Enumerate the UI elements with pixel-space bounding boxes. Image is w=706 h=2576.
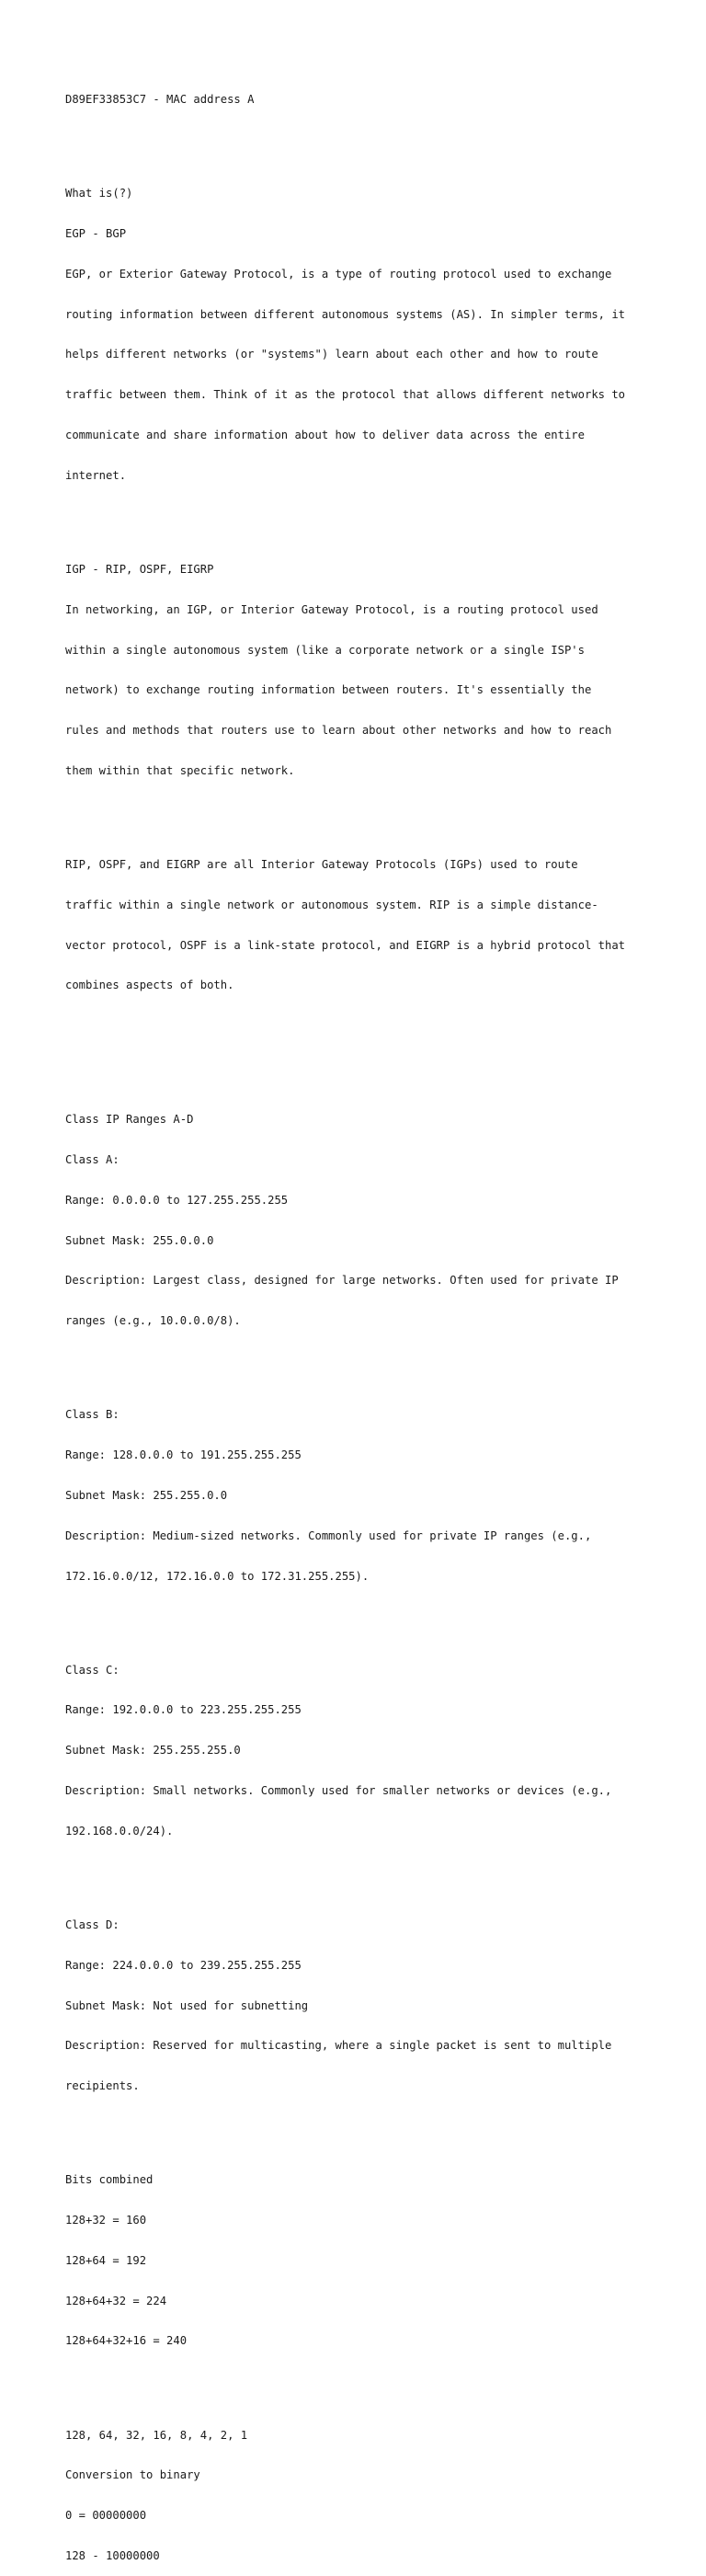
class-a-line: Subnet Mask: 255.0.0.0 bbox=[65, 1233, 214, 1247]
spacer bbox=[65, 509, 672, 523]
class-d-line: recipients. bbox=[65, 2079, 140, 2093]
igp-heading: IGP - RIP, OSPF, EIGRP bbox=[65, 562, 214, 576]
egp-heading: EGP - BGP bbox=[65, 227, 127, 241]
spacer bbox=[65, 1609, 672, 1623]
igp-text-line: RIP, OSPF, and EIGRP are all Interior Gateway Protocols (IGPs) used to route bbox=[65, 858, 578, 872]
igp-text-line: network) to exchange routing information between routers. It's essentially the bbox=[65, 683, 592, 697]
igp-text-line: In networking, an IGP, or Interior Gateway Protocol, is a routing protocol used bbox=[65, 602, 598, 616]
spacer bbox=[65, 1865, 672, 1879]
document-page bbox=[65, 66, 672, 2576]
class-d-line: Range: 224.0.0.0 to 239.255.255.255 bbox=[65, 1958, 302, 1972]
class-d-line: Class D: bbox=[65, 1918, 120, 1931]
class-c-line: Range: 192.0.0.0 to 223.255.255.255 bbox=[65, 1703, 302, 1717]
binary-line: 128 - 10000000 bbox=[65, 2548, 160, 2562]
class-a-line: Description: Largest class, designed for large networks. Often used for private IP bbox=[65, 1274, 619, 1288]
class-b-line: Class B: bbox=[65, 1408, 120, 1422]
igp-text-line: them within that specific network. bbox=[65, 763, 295, 777]
class-a-line: Class A: bbox=[65, 1153, 120, 1167]
egp-text-line: helps different networks (or "systems") learn about each other and how to route bbox=[65, 348, 598, 361]
class-b-line: 172.16.0.0/12, 172.16.0.0 to 172.31.255.255). bbox=[65, 1569, 370, 1583]
egp-text-line: routing information between different autonomous systems (AS). In simpler terms, it bbox=[65, 307, 626, 321]
class-d-line: Subnet Mask: Not used for subnetting bbox=[65, 1998, 309, 2012]
class-b-line: Range: 128.0.0.0 to 191.255.255.255 bbox=[65, 1448, 302, 1462]
spacer bbox=[65, 2120, 672, 2134]
spacer bbox=[65, 1059, 672, 1073]
spacer bbox=[65, 133, 672, 147]
class-b-line: Description: Medium-sized networks. Commonly used for private IP ranges (e.g., bbox=[65, 1528, 592, 1542]
class-c-line: Description: Small networks. Commonly used for smaller networks or devices (e.g., bbox=[65, 1784, 612, 1797]
spacer bbox=[65, 2375, 672, 2388]
binary-line: 128, 64, 32, 16, 8, 4, 2, 1 bbox=[65, 2428, 248, 2442]
class-c-line: Subnet Mask: 255.255.255.0 bbox=[65, 1744, 241, 1757]
egp-text-line: internet. bbox=[65, 468, 127, 482]
what-is-heading: What is(?) bbox=[65, 187, 133, 200]
classes-heading: Class IP Ranges A-D bbox=[65, 1113, 194, 1127]
igp-text-line: vector protocol, OSPF is a link-state protocol, and EIGRP is a hybrid protocol that bbox=[65, 938, 626, 952]
class-a-line: ranges (e.g., 10.0.0.0/8). bbox=[65, 1314, 241, 1328]
bits-line: 128+64 = 192 bbox=[65, 2253, 147, 2267]
igp-text-line: combines aspects of both. bbox=[65, 979, 234, 992]
bits-line: 128+64+32 = 224 bbox=[65, 2294, 167, 2307]
mac-address-line: D89EF33853C7 - MAC address A bbox=[65, 93, 255, 107]
igp-text-line: rules and methods that routers use to learn about other networks and how to reach bbox=[65, 724, 612, 738]
class-c-line: 192.168.0.0/24). bbox=[65, 1824, 174, 1838]
igp-text-line: within a single autonomous system (like a corporate network or a single ISP's bbox=[65, 643, 585, 657]
binary-line: Conversion to binary bbox=[65, 2468, 200, 2482]
igp-text-line: traffic within a single network or autonomous system. RIP is a simple distance- bbox=[65, 898, 598, 911]
egp-text-line: communicate and share information about how to deliver data across the entire bbox=[65, 429, 585, 442]
bits-line: 128+64+32+16 = 240 bbox=[65, 2334, 188, 2348]
class-b-line: Subnet Mask: 255.255.0.0 bbox=[65, 1488, 228, 1502]
egp-text-line: EGP, or Exterior Gateway Protocol, is a type of routing protocol used to exchange bbox=[65, 267, 612, 280]
spacer bbox=[65, 1355, 672, 1368]
binary-line: 0 = 00000000 bbox=[65, 2509, 147, 2523]
spacer bbox=[65, 805, 672, 819]
spacer bbox=[65, 1019, 672, 1033]
class-a-line: Range: 0.0.0.0 to 127.255.255.255 bbox=[65, 1193, 289, 1207]
class-d-line: Description: Reserved for multicasting, where a single packet is sent to multiple bbox=[65, 2039, 612, 2053]
egp-text-line: traffic between them. Think of it as the protocol that allows different networks to bbox=[65, 388, 626, 402]
bits-heading: Bits combined bbox=[65, 2173, 154, 2187]
bits-line: 128+32 = 160 bbox=[65, 2214, 147, 2227]
class-c-line: Class C: bbox=[65, 1663, 120, 1677]
